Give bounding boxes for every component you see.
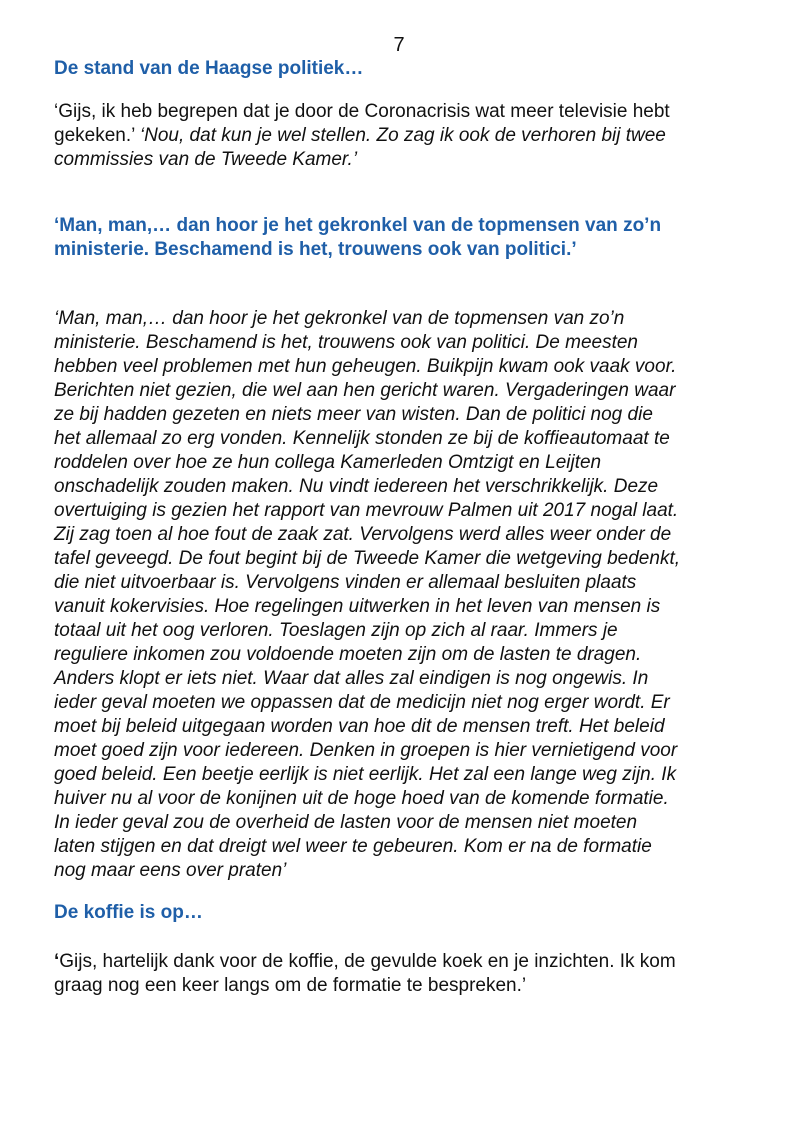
closing-line-2: graag nog een keer langs om de formatie te bespreken.’ — [54, 975, 527, 996]
main-quote-line: laten stijgen en dat dreigt wel weer te gebeuren. Kom er na de formatie — [54, 836, 652, 857]
main-quote-line: ‘Man, man,… dan hoor je het gekronkel van de topmensen van zo’n — [54, 308, 625, 329]
main-quote-line: Zij zag toen al hoe fout de zaak zat. Vervolgens werd alles weer onder de — [54, 524, 672, 545]
main-quote-paragraph — [54, 307, 754, 883]
main-quote-line: het allemaal zo erg vonden. Kennelijk stonden ze bij de koffieautomaat te — [54, 428, 670, 449]
intro-line-1: ‘Gijs, ik heb begrepen dat je door de Coronacrisis wat meer televisie hebt — [54, 101, 670, 122]
main-quote-line: goed beleid. Een beetje eerlijk is niet eerlijk. Het zal een lange weg zijn. Ik — [54, 764, 677, 785]
intro-line-3: commissies van de Tweede Kamer.’ — [54, 149, 358, 170]
intro-line-2-italic: ‘Nou, dat kun je wel stellen. Zo zag ik ook de verhoren bij twee — [139, 125, 666, 146]
closing-paragraph — [54, 950, 754, 998]
main-quote-line: die niet uitvoerbaar is. Vervolgens vinden er allemaal besluiten plaats — [54, 572, 637, 593]
main-quote-line: Anders klopt er iets niet. Waar dat alles zal eindigen is nog ongewis. In — [54, 668, 649, 689]
main-quote-line: roddelen over hoe ze hun collega Kamerleden Omtzigt en Leijten — [54, 452, 602, 473]
intro-line-2-normal: gekeken.’ — [54, 125, 140, 146]
main-quote-line: huiver nu al voor de konijnen uit de hoge hoed van de komende formatie. — [54, 788, 669, 809]
main-quote-line: ze bij hadden gezeten en niets meer van wisten. Dan de politici nog die — [54, 404, 653, 425]
pull-quote-line-2: ministerie. Beschamend is het, trouwens ook van politici.’ — [54, 239, 577, 260]
main-quote-line: overtuiging is gezien het rapport van mevrouw Palmen uit 2017 nogal laat. — [54, 500, 679, 521]
main-quote-line: hebben veel problemen met hun geheugen. Buikpijn kwam ook vaak voor. — [54, 356, 677, 377]
intro-paragraph — [54, 100, 754, 172]
main-quote-line: nog maar eens over praten’ — [54, 860, 287, 881]
pull-quote — [54, 214, 661, 262]
main-quote-line: moet goed zijn voor iedereen. Denken in groepen is hier vernietigend voor — [54, 740, 678, 761]
section-heading-koffie: De koffie is op… — [54, 902, 203, 923]
page-number: 7 — [393, 34, 405, 56]
main-quote-line: ieder geval moeten we oppassen dat de medicijn niet nog erger wordt. Er — [54, 692, 670, 713]
pull-quote-line-1: ‘Man, man,… dan hoor je het gekronkel van de topmensen van zo’n — [54, 215, 662, 236]
main-quote-line: ministerie. Beschamend is het, trouwens ook van politici. De meesten — [54, 332, 638, 353]
main-quote-line: reguliere inkomen zou voldoende moeten zijn om de lasten te dragen. — [54, 644, 642, 665]
main-quote-line: moet bij beleid uitgegaan worden van hoe dit de mensen treft. Het beleid — [54, 716, 665, 737]
intro-line-2 — [54, 124, 754, 148]
closing-open-quote: ‘ — [54, 951, 60, 972]
main-quote-line: vanuit kokervisies. Hoe regelingen uitwerken in het leven van mensen is — [54, 596, 661, 617]
closing-line-1 — [54, 950, 754, 974]
main-quote-line: totaal uit het oog verloren. Toeslagen zijn op zich al raar. Immers je — [54, 620, 618, 641]
main-quote-line: tafel geveegd. De fout begint bij de Tweede Kamer die wetgeving bedenkt, — [54, 548, 680, 569]
section-heading-haagse-politiek: De stand van de Haagse politiek… — [54, 58, 364, 79]
main-quote-line: Berichten niet gezien, die wel aan hen gericht waren. Vergaderingen waar — [54, 380, 676, 401]
main-quote-line: In ieder geval zou de overheid de lasten voor de mensen niet moeten — [54, 812, 638, 833]
closing-line-1-text: Gijs, hartelijk dank voor de koffie, de gevulde koek en je inzichten. Ik kom — [59, 951, 676, 972]
main-quote-line: onschadelijk zouden maken. Nu vindt iedereen het verschrikkelijk. Deze — [54, 476, 659, 497]
